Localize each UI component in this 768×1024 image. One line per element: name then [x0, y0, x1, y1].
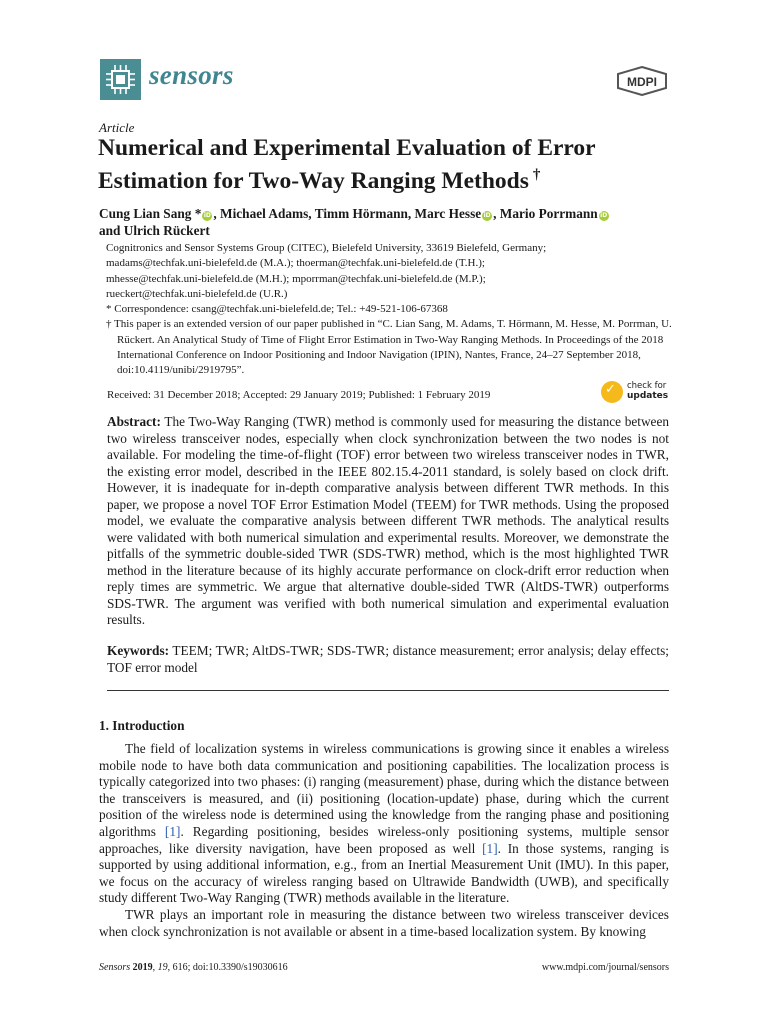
- email-line: rueckert@techfak.uni-bielefeld.de (U.R.): [106, 287, 288, 300]
- extended-version-note: † This paper is an extended version of our paper published in “C. Lian Sang, M. Adams, T. Hörmann, M. Hesse, M. Porrman, U. Rückert. An Analytical Study of Time of Flight Error Estimation in Two-Way Ranging Methods. In Proceedings of the 2018 International Conference on Indoor Positioning and Indoor Navigation (IPIN), Nantes, France, 24–27 September 2018, doi:10.4119/unibi/2919795”.: [106, 318, 672, 377]
- check-for-updates-badge[interactable]: [601, 381, 673, 405]
- section-heading: 1. Introduction: [99, 718, 185, 733]
- footer-journal: Sensors: [99, 962, 131, 973]
- title-footnote-mark: †: [532, 167, 541, 183]
- paragraph: TWR plays an important role in measuring the distance between two wireless transceiver devices when clock synchronization is not available or absent in a time-based localization system. By knowing: [99, 906, 669, 939]
- journal-name: sensors: [149, 60, 234, 90]
- orcid-icon[interactable]: iD: [483, 212, 491, 219]
- author-list: [99, 205, 679, 239]
- publisher-logo: [615, 66, 669, 96]
- article-title: [98, 135, 678, 195]
- author-2-4: , Michael Adams, Timm Hörmann, Marc Hesse: [213, 206, 482, 221]
- title-text: Numerical and Experimental Evaluation of Error Estimation for Two-Way Ranging Methods: [98, 135, 596, 194]
- orcid-icon[interactable]: iD: [203, 212, 211, 219]
- citation-link[interactable]: [1]: [164, 823, 181, 839]
- keywords-label: Keywords:: [107, 643, 170, 658]
- author-1: Cung Lian Sang: [99, 206, 192, 221]
- paragraph: The field of localization systems in wireless communications is growing since it enables a wireless mobile node to have both data communication and positioning capabilities. The localization process is typically categorized into two phases: (i) ranging (measurement) phase, during which the distance between the transceivers is measured, and (ii) positioning (location-update) phase, during which the current position of the wireless node is determined using the knowledge from the ranging phase and positioning algorithms [1]. Regarding positioning, besides wireless-only positioning systems, multiple sensor approaches, like diversity navigation, have been proposed as well [1]. In those systems, ranging is supported by using additional information, e.g., from an Inertial Measurement Unit (IMU). In this paper, we focus on the accuracy of wireless ranging based on Ultrawide Bandwidth (UWB), and specifically study different Two-Way Ranging (TWR) methods available in the literature.: [99, 741, 670, 906]
- corresponding-mark: *: [194, 206, 202, 221]
- abstract-text: The Two-Way Ranging (TWR) method is commonly used for measuring the distance between two wireless transceiver nodes, especially when clock synchronization between the two nodes is not available. For modeling the time-of-flight (TOF) error between two wireless transceiver nodes in TWR, the existing error model, described in the IEEE 802.15.4-2011 standard, is solely based on clock drift. However, it is inadequate for in-depth comparative analysis between different TWR methods. In this paper, we propose a novel TOF Error Estimation Model (TEEM) for TWR methods. Using the proposed model, we evaluate the comparative analysis between different TWR methods. The analytical results were validated with both numerical simulation and experimental results. Moreover, we demonstrate the pitfalls of the symmetric double-sided TWR (SDS-TWR) method, which is the most highlighted TWR method in the literature because of its highly accurate performance on clock-drift error reduction when reply times are symmetric. We argue that alternative double-sided TWR (AltDS-TWR) outperforms SDS-TWR. The argument was verified with both numerical simulation and experimental evaluation results.: [107, 414, 669, 627]
- chip-icon: [100, 59, 141, 100]
- email-line: madams@techfak.uni-bielefeld.de (M.A.); thoerman@techfak.uni-bielefeld.de (T.H.);: [106, 257, 485, 270]
- footer-doi: , 616; doi:10.3390/s19030616: [167, 962, 288, 973]
- abstract-label: Abstract:: [107, 414, 161, 429]
- email-line: mhesse@techfak.uni-bielefeld.de (M.H.); mporrman@techfak.uni-bielefeld.de (M.P.);: [106, 272, 486, 285]
- journal-url[interactable]: www.mdpi.com/journal/sensors: [541, 962, 669, 973]
- keywords: [107, 643, 669, 676]
- author-5: , Mario Porrmann: [493, 206, 598, 221]
- footer-year: 2019: [132, 962, 153, 973]
- citation-link[interactable]: [1]: [482, 840, 498, 856]
- keywords-text: TEEM; TWR; AltDS-TWR; SDS-TWR; distance measurement; error analysis; delay effects; TOF error model: [107, 643, 669, 675]
- footer-volume: 19: [157, 962, 168, 973]
- abstract: [107, 414, 669, 629]
- badge-line-2: updates: [627, 391, 669, 401]
- affiliations: [106, 241, 686, 379]
- correspondence: * Correspondence: csang@techfak.uni-bielefeld.de; Tel.: +49-521-106-67368: [106, 303, 448, 316]
- citation-footer: Sensors 2019, 19, 616; doi:10.3390/s19030616: [99, 962, 288, 973]
- publisher-name: MDPI: [627, 75, 657, 89]
- introduction-body: [99, 741, 669, 940]
- journal-logo: [100, 59, 141, 100]
- publication-dates: Received: 31 December 2018; Accepted: 29 January 2019; Published: 1 February 2019: [107, 389, 491, 401]
- mdpi-logo-icon: [615, 66, 669, 96]
- article-type: Article: [99, 120, 135, 135]
- check-icon: ✓: [601, 381, 623, 403]
- section-divider: [107, 690, 669, 691]
- affiliation-line: Cognitronics and Sensor Systems Group (CITEC), Bielefeld University, 33619 Bielefeld, Germany;: [106, 242, 547, 254]
- author-6: and Ulrich Rückert: [99, 223, 210, 238]
- badge-line-1: check for: [627, 381, 667, 391]
- orcid-icon[interactable]: iD: [600, 212, 608, 219]
